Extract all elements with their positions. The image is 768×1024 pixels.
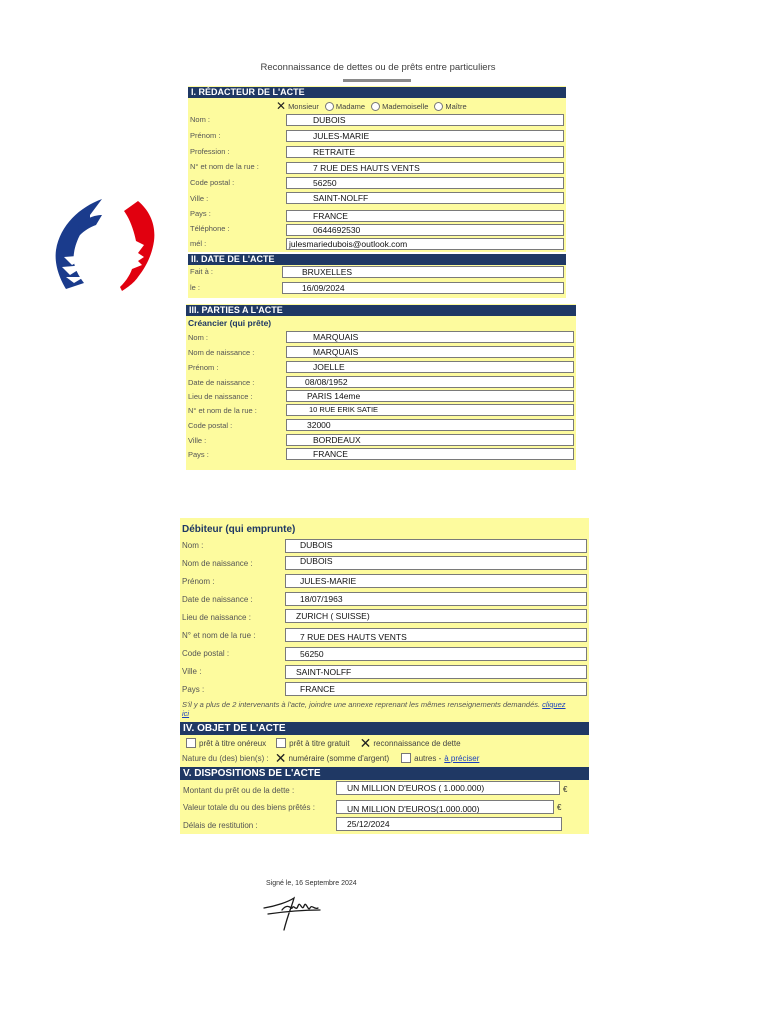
creancier-prenom-field[interactable]: JOELLE [286,361,574,373]
montant-euro: € [563,785,568,794]
cliquez-ici-link[interactable]: cliquez ici [182,700,566,718]
valeur-biens-label: Valeur totale du ou des biens prêtés : [183,803,315,812]
nature-autres-label: autres - [414,753,442,763]
redacteur-email-field[interactable]: julesmariedubois@outlook.com [286,238,564,250]
debiteur-prenom-field[interactable]: JULES-MARIE [285,574,587,588]
creancier-lieu-naissance-label: Lieu de naissance : [188,392,253,401]
nature-label: Nature du (des) bien(s) : [182,753,269,763]
debiteur-rue-label: N° et nom de la rue : [182,631,256,640]
redacteur-rue-label: N° et nom de la rue : [190,162,259,171]
pret-gratuit-option[interactable] [276,738,349,748]
redacteur-prenom-field[interactable]: JULES-MARIE [286,130,564,142]
reconnaissance-dette-option[interactable] [359,735,461,751]
creancier-lieu-naissance-field[interactable]: PARIS 14eme [286,390,574,402]
creancier-cp-field[interactable]: 32000 [286,419,574,431]
creancier-pays-label: Pays : [188,450,209,459]
civilite-mademoiselle-option[interactable] [371,101,428,111]
nature-numeraire-label: numéraire (somme d'argent) [288,753,390,763]
intervenants-note [182,700,572,718]
section-redacteur-title: I. RÉDACTEUR DE L'ACTE [188,87,566,98]
date-lieu-field[interactable]: BRUXELLES [282,266,564,278]
redacteur-pays-field[interactable]: FRANCE [286,210,564,222]
debiteur-nom-label: Nom : [182,541,204,550]
handwritten-signature [262,888,324,934]
civilite-label: Mademoiselle [382,101,429,111]
creancier-cp-label: Code postal : [188,421,233,430]
a-preciser-link[interactable]: à préciser [444,753,480,763]
redacteur-prenom-label: Prénom : [190,131,221,140]
section-parties-title: III. PARTIES A L'ACTE [186,305,576,316]
checkbox-icon [186,738,196,748]
debiteur-nom-naissance-field[interactable]: DUBOIS [285,556,587,570]
checked-x-icon: ✕ [274,750,287,766]
creancier-nom-field[interactable]: MARQUAIS [286,331,574,343]
nature-autres-option[interactable] [401,753,479,763]
debiteur-rue-field[interactable]: 7 RUE DES HAUTS VENTS [285,628,587,642]
radio-icon [325,102,334,111]
objet-type-label: prêt à titre onéreux [199,738,267,748]
creancier-pays-field[interactable]: FRANCE [286,448,574,460]
debiteur-cp-field[interactable]: 56250 [285,647,587,661]
redacteur-telephone-field[interactable]: 0644692530 [286,224,564,236]
debiteur-date-naissance-label: Date de naissance : [182,595,253,604]
redacteur-cp-field[interactable]: 56250 [286,177,564,189]
creancier-nom-naissance-label: Nom de naissance : [188,348,255,357]
civilite-label: Madame [335,101,366,111]
delais-field[interactable]: 25/12/2024 [336,817,562,831]
creancier-title: Créancier (qui prête) [188,318,272,328]
civilite-maitre-option[interactable] [434,101,466,111]
radio-icon [371,102,380,111]
section-dispositions-title: V. DISPOSITIONS DE L'ACTE [180,767,589,780]
creancier-nom-naissance-field[interactable]: MARQUAIS [286,346,574,358]
objet-types [186,735,461,751]
redacteur-email-label: mél : [190,239,207,248]
date-lieu-label: Fait à : [190,267,213,276]
intervenants-note-text: S'il y a plus de 2 intervenants à l'acte, joindre une annexe reprenant les mêmes renseignements demandés. [182,700,541,709]
document-title: Reconnaissance de dettes ou de prêts entre particuliers [260,62,496,73]
redacteur-cp-label: Code postal : [190,178,235,187]
debiteur-date-naissance-field[interactable]: 18/07/1963 [285,592,587,606]
debiteur-ville-label: Ville : [182,667,202,676]
creancier-date-naissance-label: Date de naissance : [188,378,255,387]
date-le-field[interactable]: 16/09/2024 [282,282,564,294]
civilite-label: Monsieur [288,101,319,111]
debiteur-prenom-label: Prénom : [182,577,215,586]
redacteur-pays-label: Pays : [190,209,211,218]
creancier-rue-label: N° et nom de la rue : [188,406,257,415]
debiteur-title: Débiteur (qui emprunte) [182,524,296,535]
debiteur-pays-label: Pays : [182,685,205,694]
redacteur-profession-label: Profession : [190,147,230,156]
civilite-label: Maître [445,101,467,111]
pret-onereux-option[interactable] [186,738,266,748]
valeur-biens-field[interactable]: UN MILLION D'EUROS(1.000.000) [336,800,554,814]
debiteur-nom-naissance-label: Nom de naissance : [182,559,253,568]
redacteur-telephone-label: Téléphone : [190,224,230,233]
debiteur-cp-label: Code postal : [182,649,230,658]
debiteur-lieu-naissance-field[interactable]: ZURICH ( SUISSE) [285,609,587,623]
objet-type-label: prêt à titre gratuit [289,738,350,748]
redacteur-nom-label: Nom : [190,115,211,124]
title-underline [343,79,411,82]
nature-numeraire-option[interactable] [274,750,390,766]
redacteur-ville-label: Ville : [190,194,209,203]
creancier-nom-label: Nom : [188,333,209,342]
section-objet-title: IV. OBJET DE L'ACTE [180,722,589,735]
creancier-prenom-label: Prénom : [188,363,219,372]
debiteur-pays-field[interactable]: FRANCE [285,682,587,696]
valeur-biens-euro: € [557,803,562,812]
creancier-ville-field[interactable]: BORDEAUX [286,434,574,446]
debiteur-lieu-naissance-label: Lieu de naissance : [182,613,251,622]
checked-x-icon: ✕ [276,99,287,113]
creancier-rue-field[interactable]: 10 RUE ERIK SATIE [286,404,574,416]
montant-label: Montant du prêt ou de la dette : [183,786,295,795]
montant-field[interactable]: UN MILLION D'EUROS ( 1.000.000) [336,781,560,795]
redacteur-profession-field[interactable]: RETRAITE [286,146,564,158]
redacteur-rue-field[interactable]: 7 RUE DES HAUTS VENTS [286,162,564,174]
nature-row [182,750,480,766]
debiteur-nom-field[interactable]: DUBOIS [285,539,587,553]
objet-type-label: reconnaissance de dette [373,738,461,748]
marianne-logo [50,195,168,295]
civilite-monsieur-option[interactable] [276,101,319,111]
creancier-date-naissance-field[interactable]: 08/08/1952 [286,376,574,388]
redacteur-ville-field[interactable]: SAINT-NOLFF [286,192,564,204]
date-le-label: le : [190,283,201,292]
section-date-title: II. DATE DE L'ACTE [188,254,566,265]
redacteur-nom-field[interactable]: DUBOIS [286,114,564,126]
radio-icon [434,102,443,111]
debiteur-ville-field[interactable]: SAINT-NOLFF [285,665,587,679]
civilite-madame-option[interactable] [325,101,365,111]
civilite-options [276,101,467,111]
signature-date: Signé le, 16 Septembre 2024 [266,880,357,887]
checked-x-icon: ✕ [359,735,372,751]
delais-label: Délais de restitution : [183,821,258,830]
checkbox-icon [401,753,411,763]
checkbox-icon [276,738,286,748]
creancier-ville-label: Ville : [188,436,207,445]
